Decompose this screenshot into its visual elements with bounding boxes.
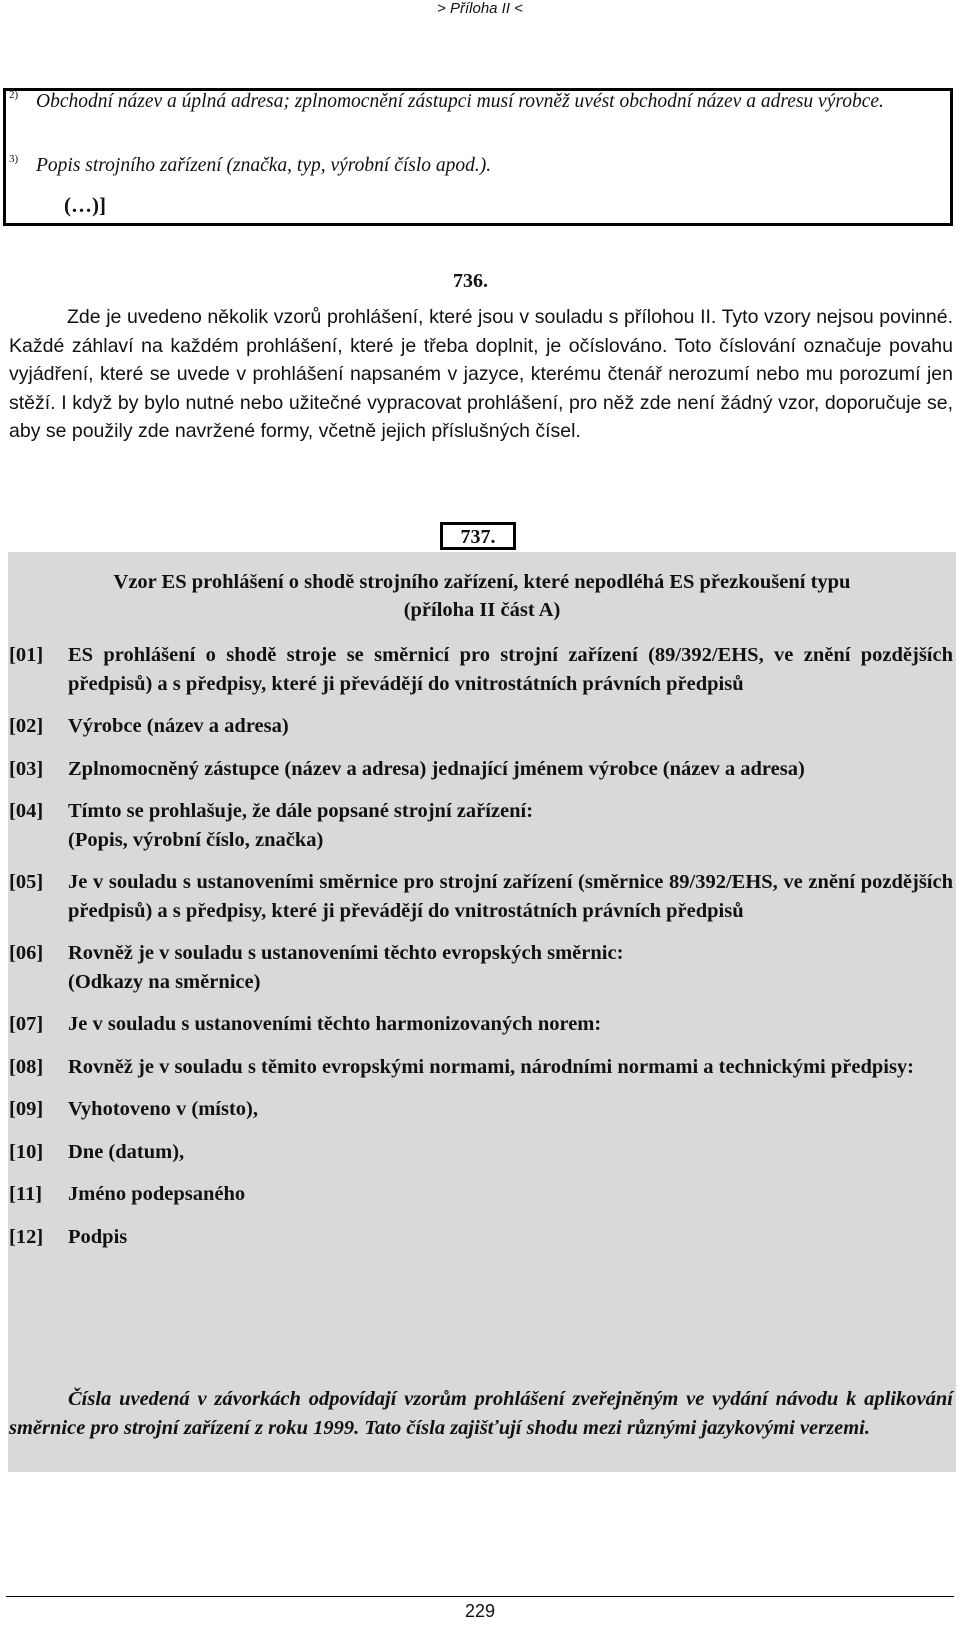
footnote-2 <box>9 88 946 115</box>
item-text: Vyhotoveno v (místo), <box>68 1098 259 1120</box>
section-736-body <box>9 303 953 446</box>
item-text: Rovněž je v souladu s ustanoveními těchto evropských směrnic: <box>68 942 624 964</box>
item-code: [05] <box>9 871 44 893</box>
page-number: 229 <box>464 1601 496 1621</box>
item-text: Tímto se prohlašuje, že dále popsané strojní zařízení: <box>68 800 534 822</box>
closing-note-text: Čísla uvedená v závorkách odpovídají vzorům prohlášení zveřejněným ve vydání návodu k aplikování směrnice pro strojní zařízení z roku 1999. Tato čísla zajišťují shodu mezi různými jazykovými verzemi. <box>9 1388 953 1439</box>
declaration-item-08 <box>9 1053 953 1082</box>
declaration-item-01 <box>9 641 953 698</box>
item-text: Výrobce (název a adresa) <box>68 715 289 737</box>
footnote-3 <box>9 152 946 179</box>
declaration-items <box>9 641 953 1265</box>
declaration-title <box>8 568 956 624</box>
item-code: [02] <box>9 715 44 737</box>
declaration-item-11 <box>9 1180 953 1209</box>
footnote-2-marker: 2) <box>9 89 19 101</box>
footnote-3-text: Popis strojního zařízení (značka, typ, výrobní číslo apod.). <box>36 155 492 176</box>
declaration-item-04 <box>9 797 953 854</box>
item-text: ES prohlášení o shodě stroje se směrnicí pro strojní zařízení (89/392/EHS, ve znění pozdějších předpisů) a s předpisy, které ji převádějí do vnitrostátních právních předpisů <box>68 644 953 695</box>
section-736-number: 736. <box>453 270 488 292</box>
item-code: [11] <box>9 1183 43 1205</box>
section-736-paragraph: Zde je uvedeno několik vzorů prohlášení, které jsou v souladu s přílohou II. Tyto vzory nejsou povinné. Každé záhlaví na každém prohlášení, které je třeba doplnit, je očíslováno. Toto číslování označuje povahu vyjádření, které se uvede v prohlášení napsaném v jazyce, kterému čtenář nerozumí nebo mu porozumí jen stěží. I když by bylo nutné nebo užitečné vypracovat prohlášení, pro něž zde není žádný vzor, doporučuje se, aby se použily zde navržené formy, včetně jejich příslušných čísel. <box>9 306 953 443</box>
item-code: [03] <box>9 757 44 780</box>
declaration-item-02 <box>9 712 953 741</box>
item-subtext: (Odkazy na směrnice) <box>68 970 261 993</box>
declaration-item-10 <box>9 1138 953 1167</box>
item-code: [07] <box>9 1013 44 1035</box>
declaration-item-09 <box>9 1095 953 1124</box>
declaration-title-line1: Vzor ES prohlášení o shodě strojního zařízení, které nepodléhá ES přezkoušení typu <box>113 571 851 593</box>
footer-divider <box>6 1596 954 1597</box>
item-code: [01] <box>9 644 44 666</box>
declaration-title-line2: (příloha II část A) <box>403 599 561 621</box>
declaration-item-03 <box>9 755 953 784</box>
section-737-number: 737. <box>440 522 516 550</box>
item-text: Podpis <box>68 1225 128 1248</box>
declaration-item-12 <box>9 1223 953 1252</box>
item-text: Je v souladu s ustanoveními těchto harmonizovaných norem: <box>68 1013 602 1035</box>
omission-marker: (…)] <box>64 193 106 217</box>
footnote-2-text: Obchodní název a úplná adresa; zplnomocnění zástupci musí rovněž uvést obchodní název a adresu výrobce. <box>36 91 884 112</box>
item-text: Zplnomocněný zástupce (název a adresa) jednající jménem výrobce (název a adresa) <box>68 757 805 780</box>
item-text: Dne (datum), <box>68 1140 185 1163</box>
item-text: Je v souladu s ustanoveními směrnice pro strojní zařízení (směrnice 89/392/EHS, ve znění pozdějších předpisů) a s předpisy, které ji převádějí do vnitrostátních právních předpisů <box>68 871 953 922</box>
item-code: [10] <box>9 1140 44 1163</box>
footnote-3-marker: 3) <box>9 153 19 165</box>
declaration-item-06 <box>9 939 953 996</box>
item-text-block <box>68 939 953 996</box>
item-text-block <box>68 797 953 854</box>
item-text: Jméno podepsaného <box>68 1183 246 1205</box>
item-code: [09] <box>9 1098 44 1120</box>
item-code: [06] <box>9 942 44 964</box>
item-subtext: (Popis, výrobní číslo, značka) <box>68 828 324 851</box>
declaration-item-05 <box>9 868 953 925</box>
item-code: [04] <box>9 800 44 822</box>
closing-note <box>9 1385 953 1442</box>
item-code: [08] <box>9 1055 44 1078</box>
running-header: > Příloha II < <box>437 0 523 17</box>
declaration-item-07 <box>9 1010 953 1039</box>
item-text: Rovněž je v souladu s těmito evropskými normami, národními normami a technickými předpisy: <box>68 1055 915 1078</box>
item-code: [12] <box>9 1225 44 1248</box>
